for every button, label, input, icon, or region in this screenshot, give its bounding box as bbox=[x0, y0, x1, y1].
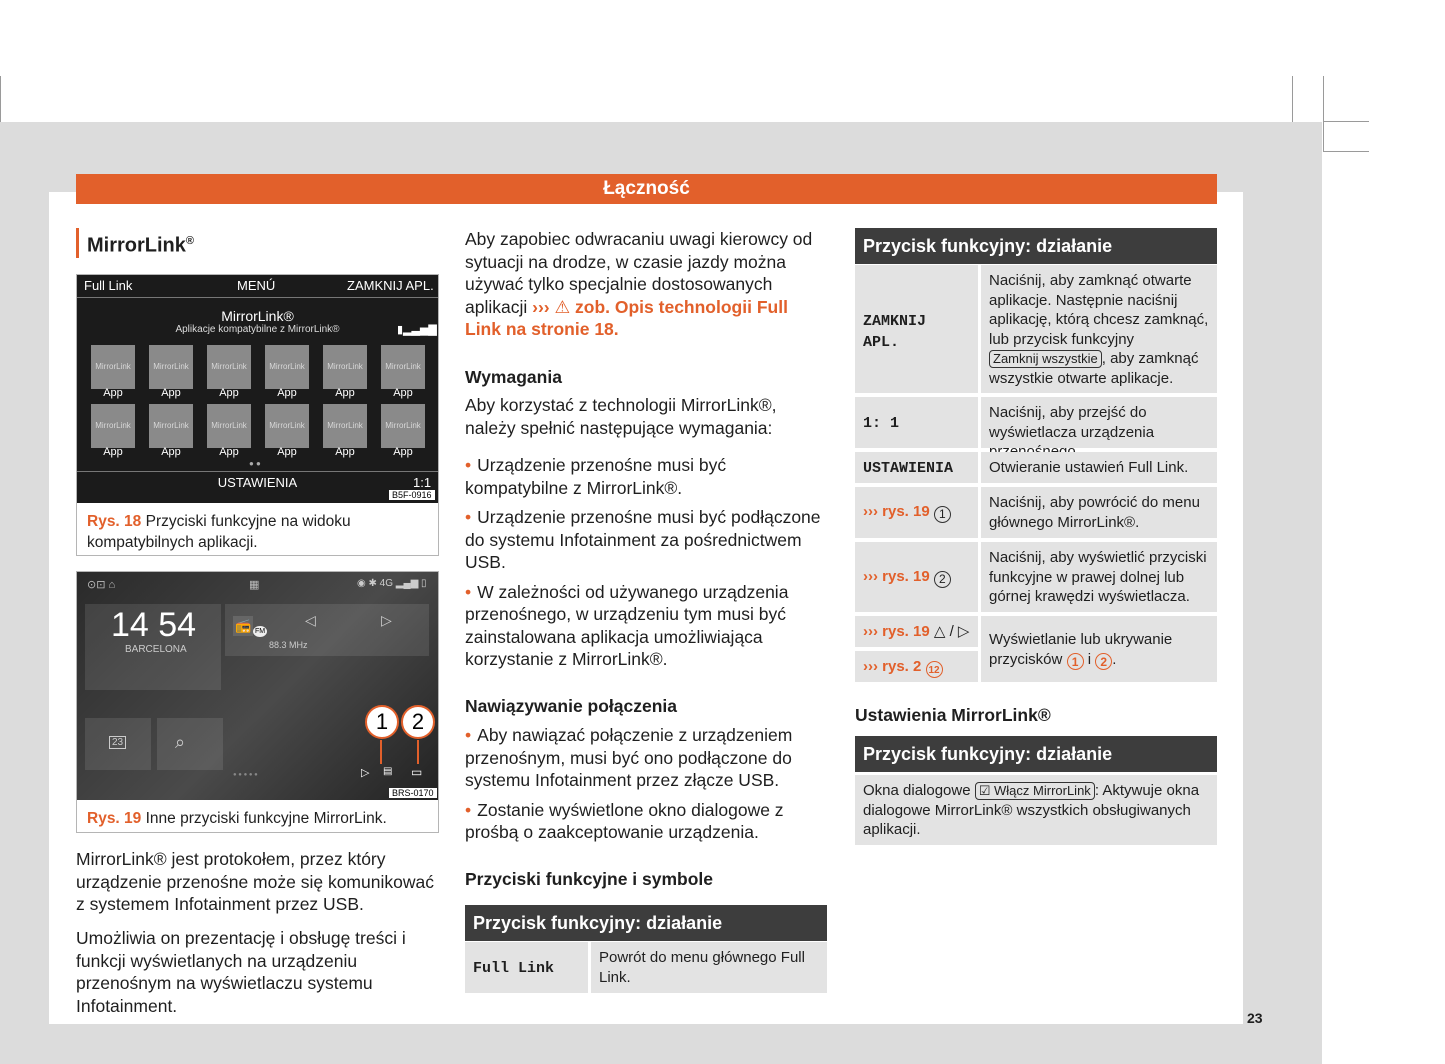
symbols-heading: Przyciski funkcyjne i symbole bbox=[465, 868, 714, 889]
app-label: App bbox=[393, 446, 413, 458]
close-apps-tab[interactable]: ZAMKNIJ APL. bbox=[347, 278, 434, 293]
figure-18-caption: Rys. 18 Przyciski funkcyjne na widoku kompatybilnych aplikacji. bbox=[87, 513, 351, 551]
app-tile[interactable]: MirrorLink bbox=[207, 404, 251, 448]
clock-time: 14 54 bbox=[111, 606, 197, 644]
table-key-fig19-1: ››› rys. 19 1 bbox=[855, 487, 978, 538]
car-icon: ⊙⊡ ⌂ bbox=[87, 579, 116, 591]
table2-row: Okna dialogowe ☑ Włącz MirrorLink : Aktywuje okna dialogowe MirrorLink® wszystkich obsługiwanych aplikacji. bbox=[855, 775, 1217, 845]
app-label: App bbox=[103, 387, 123, 399]
page-dots-19: ● ● ● ● ● bbox=[233, 772, 258, 778]
app-tile[interactable]: MirrorLink bbox=[381, 404, 425, 448]
figure-19-caption: Rys. 19 Inne przyciski funkcyjne MirrorLink. bbox=[87, 810, 387, 827]
table-key-fig19-toggle: ››› rys. 19 △ / ▷ bbox=[855, 616, 978, 647]
table-val-settings: Otwieranie ustawień Full Link. bbox=[981, 452, 1217, 483]
page-title: MirrorLink® bbox=[76, 228, 194, 258]
callout-1: 1 bbox=[365, 705, 399, 739]
connection-item: • Zostanie wyświetlone okno dialogowe z prośbą o zaakceptowanie urządzenia. bbox=[465, 799, 827, 844]
table-val-close-apps: Naciśnij, aby zamknąć otwarte aplikacje. Następnie naciśnij aplikację, którą chcesz zamknąć, lub przycisk funkcyjny Zamknij wszystkie , aby zamknąć wszystkie otwarte aplikacje. bbox=[981, 265, 1217, 393]
figure-code: B5F-0916 bbox=[389, 490, 435, 500]
close-all-button[interactable]: Zamknij wszystkie bbox=[989, 350, 1102, 368]
settings-tab[interactable]: USTAWIENIA bbox=[217, 475, 298, 490]
app-label: App bbox=[161, 387, 181, 399]
fig-ref-link[interactable]: ››› rys. 2 bbox=[863, 658, 922, 675]
callout-2-line bbox=[417, 740, 419, 764]
app-tile[interactable]: MirrorLink bbox=[265, 404, 309, 448]
crop-mark-right-a bbox=[1292, 76, 1293, 122]
figure-code-19: BRS-0170 bbox=[389, 788, 437, 798]
app-tile[interactable]: MirrorLink bbox=[149, 345, 193, 389]
mirrorlink-screen bbox=[77, 275, 438, 503]
status-icons: ◉ ✱ 4G ▂▄▆ ▯ bbox=[357, 578, 427, 589]
requirements-intro: Aby korzystać z technologii MirrorLink®, należy spełnić następujące wymagania: bbox=[465, 395, 777, 438]
search-widget[interactable] bbox=[157, 718, 223, 770]
app-tile[interactable]: MirrorLink bbox=[265, 345, 309, 389]
table-val-toggle: Wyświetlanie lub ukrywanie przycisków 1 i 2 . bbox=[981, 616, 1217, 682]
figure-19 bbox=[76, 571, 439, 833]
table-key-fig2-12: ››› rys. 2 12 bbox=[855, 651, 978, 682]
screen-subheading: Aplikacje kompatybilne z MirrorLink® bbox=[175, 324, 340, 335]
requirement-item: • W zależności od używanego urządzenia przenośnego, w urządzeniu tym musi być zainstalowana aplikacja umożliwiająca korzystanie z MirrorLink®. bbox=[465, 581, 827, 671]
app-tile[interactable]: MirrorLink bbox=[91, 345, 135, 389]
app-label: App bbox=[393, 387, 413, 399]
app-tile[interactable]: MirrorLink bbox=[323, 345, 367, 389]
ratio-button[interactable]: 1:1 bbox=[413, 475, 432, 490]
table-val-ratio: Naciśnij, aby przejść do wyświetlacza urządzenia bbox=[981, 397, 1217, 448]
search-icon: ⌕ bbox=[175, 732, 186, 752]
app-label: App bbox=[103, 446, 123, 458]
app-label: App bbox=[277, 387, 297, 399]
crop-mark-left bbox=[0, 76, 1, 122]
app-label: App bbox=[335, 446, 355, 458]
column-2: Aby zapobiec odwracaniu uwagi kierowcy od sytuacji na drodze, w czasie jazdy można używać tylko specjalnie dostosowanych aplikacji ››› ⚠ zob. Opis technologii Full Link na stronie 18. Wymagania Aby korzystać z technologii MirrorLink®, należy spełnić następujące wymagania: • Urządzenie przenośne musi być kompatybilne z MirrorLink®. • Urządzenie przenośne musi być podłączone do systemu Infotainment za pośrednictwem USB. • W zależności od używanego urządzenia przenośnego, w urządzeniu tym musi być zainstalowana aplikacja umożliwiająca korzystanie z MirrorLink®. Nawiązywanie połączenia • Aby nawiązać połączenie z urządzeniem przenośnym, musi być ono podłączone do systemu Infotainment przez złącze USB. • Zostanie wyświetlone okno dialogowe z prośbą o zaakceptowanie urządzenia. Przyciski funkcyjne i symbole bbox=[465, 228, 827, 890]
table-key-full-link: Full Link bbox=[465, 942, 588, 993]
table2-header: Przycisk funkcyjny: działanie bbox=[855, 736, 1217, 772]
figure-18 bbox=[76, 274, 439, 556]
full-link-tab[interactable]: Full Link bbox=[84, 278, 133, 293]
section-header: Łączność bbox=[76, 174, 1217, 204]
settings-heading: Ustawienia MirrorLink® bbox=[855, 705, 1051, 725]
connection-item: • Aby nawiązać połączenie z urządzeniem przenośnym, musi być ono podłączone do systemu Infotainment przez złącze USB. bbox=[465, 724, 827, 792]
mirrorlink-home-icon[interactable]: ▤ bbox=[383, 766, 393, 777]
table-header-col3: Przycisk funkcyjny: działanie bbox=[855, 228, 1217, 264]
screen-heading: MirrorLink® bbox=[221, 308, 294, 324]
table-key-close-apps: ZAMKNIJ APL. bbox=[855, 265, 978, 393]
requirement-item: • Urządzenie przenośne musi być kompatybilne z MirrorLink®. bbox=[465, 454, 827, 499]
app-tile[interactable]: MirrorLink bbox=[149, 404, 193, 448]
intro-paragraph-1: MirrorLink® jest protokołem, przez który urządzenie przenośne może się komunikować z systemem Infotainment przez USB. bbox=[76, 849, 434, 914]
page-dots: ● ● bbox=[249, 459, 261, 468]
app-label: App bbox=[277, 446, 297, 458]
requirements-heading: Wymagania bbox=[465, 366, 562, 387]
callout-1-line bbox=[380, 740, 382, 764]
app-label: App bbox=[219, 446, 239, 458]
clock-city: BARCELONA bbox=[125, 644, 187, 655]
callout-2: 2 bbox=[401, 705, 435, 739]
app-label: App bbox=[219, 387, 239, 399]
app-tile[interactable]: MirrorLink bbox=[91, 404, 135, 448]
softkey-toggle-icon[interactable]: ▭ bbox=[411, 765, 423, 779]
table-key-ratio: 1: 1 bbox=[855, 397, 978, 448]
page-number: 23 bbox=[1247, 1010, 1263, 1026]
fig-ref-link[interactable]: ››› rys. 19 bbox=[863, 568, 930, 585]
signal-icon: ▮▂▃▅▇ bbox=[397, 324, 437, 336]
radio-icon: 📻 bbox=[233, 616, 253, 636]
toggle-triangle-icon[interactable]: ▷ bbox=[361, 767, 370, 779]
table-key-fig19-2: ››› rys. 19 2 bbox=[855, 542, 978, 612]
app-label: App bbox=[161, 446, 181, 458]
screen-bottom-divider bbox=[77, 471, 438, 472]
fig-ref-link[interactable]: ››› rys. 19 bbox=[863, 623, 930, 640]
app-label: App bbox=[335, 387, 355, 399]
enable-mirrorlink-checkbox[interactable]: ☑ Włącz MirrorLink bbox=[975, 782, 1095, 800]
menu-tab[interactable]: MENÚ bbox=[237, 278, 276, 293]
app-tile[interactable]: MirrorLink bbox=[381, 345, 425, 389]
table-key-settings: USTAWIENIA bbox=[855, 452, 978, 483]
app-tile[interactable]: MirrorLink bbox=[323, 404, 367, 448]
radio-frequency: 88.3 MHz bbox=[269, 640, 308, 650]
table-val-fig19-2: Naciśnij, aby wyświetlić przyciski funkcyjne w prawej dolnej lub górnej krawędzi wyświetlacza. bbox=[981, 542, 1217, 612]
grid-icon[interactable]: ▦ bbox=[249, 579, 260, 591]
calendar-icon: 23 bbox=[109, 736, 126, 749]
app-tile[interactable]: MirrorLink bbox=[207, 345, 251, 389]
fig-ref-link[interactable]: ››› rys. 19 bbox=[863, 503, 930, 520]
home-screen bbox=[77, 572, 438, 800]
table-val-full-link: Powrót do menu głównego Full Link. bbox=[591, 942, 827, 993]
fm-badge: FM bbox=[255, 628, 266, 635]
safety-link[interactable]: ››› ⚠ zob. Opis technologii Full Link na stronie 18. bbox=[465, 296, 788, 339]
table-header-col2: Przycisk funkcyjny: działanie bbox=[465, 905, 827, 941]
crop-mark-right-c bbox=[1323, 121, 1369, 122]
crop-mark-right-b bbox=[1323, 76, 1324, 152]
crop-mark-right-d bbox=[1323, 151, 1369, 152]
table-val-fig19-1: Naciśnij, aby powrócić do menu głównego MirrorLink®. bbox=[981, 487, 1217, 538]
next-icon[interactable]: ▷ bbox=[381, 612, 392, 628]
requirement-item: • Urządzenie przenośne musi być podłączone do systemu Infotainment za pośrednictwem USB. bbox=[465, 506, 827, 574]
prev-icon[interactable]: ◁ bbox=[305, 612, 316, 628]
connection-heading: Nawiązywanie połączenia bbox=[465, 695, 678, 716]
intro-paragraph-2: Umożliwia on prezentację i obsługę treści i funkcji wyświetlanych na urządzeniu przenośnym na wyświetlaczu systemu Infotainment. bbox=[76, 928, 406, 1016]
